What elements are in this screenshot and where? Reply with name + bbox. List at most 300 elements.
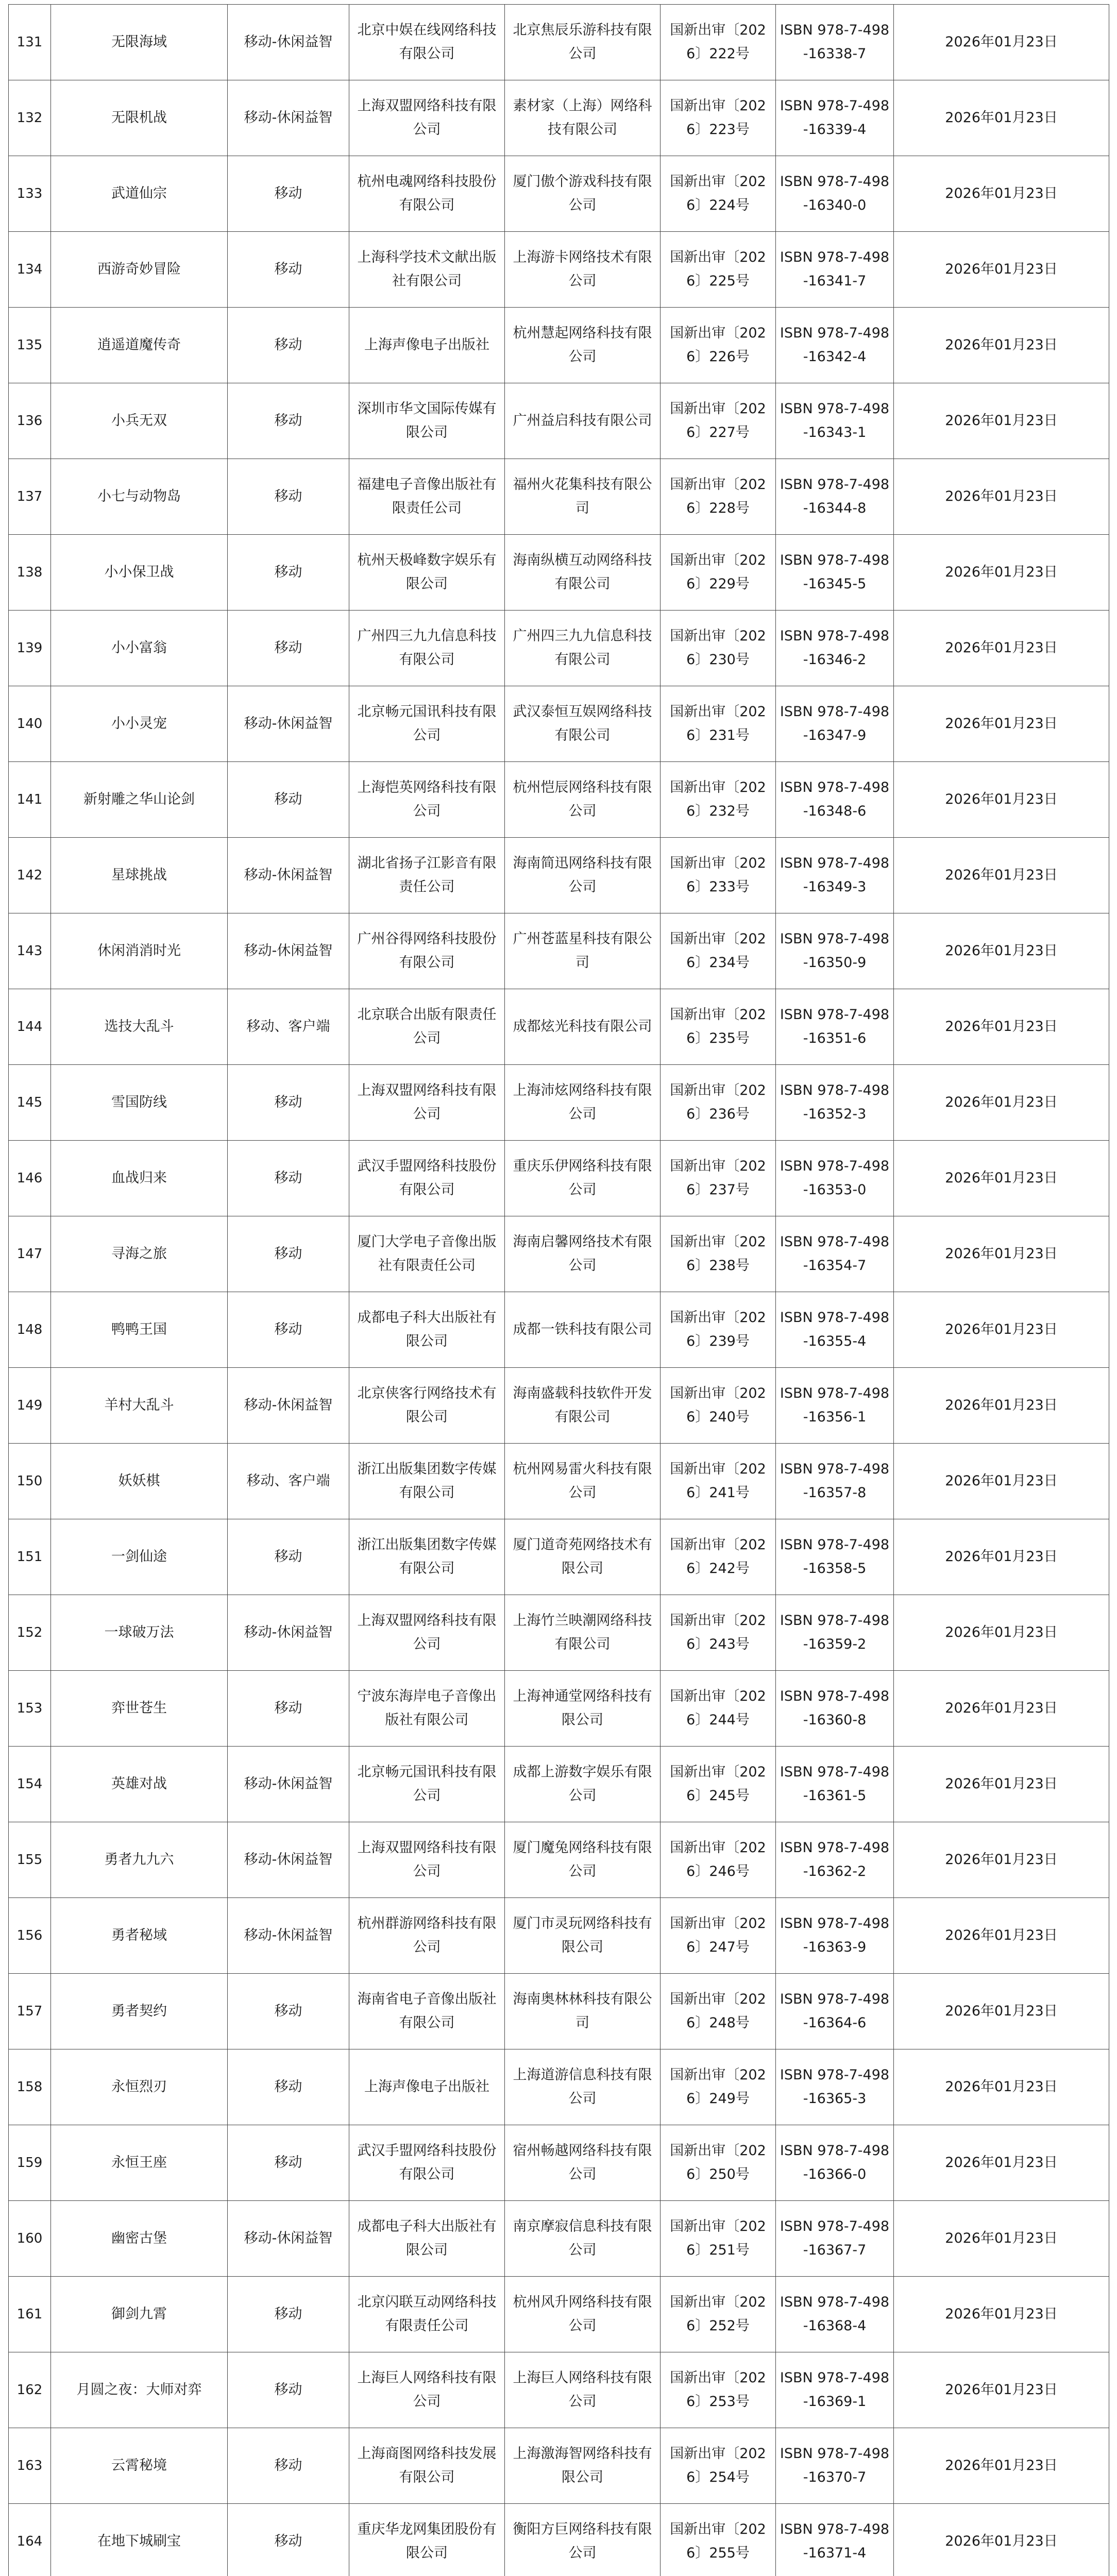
isbn-number: ISBN 978-7-498-16339-4 <box>776 80 894 156</box>
game-category: 移动-休闲益智 <box>228 1898 349 1974</box>
row-number: 147 <box>9 1216 51 1292</box>
game-category: 移动-休闲益智 <box>228 5 349 80</box>
publisher-unit: 深圳市华文国际传媒有限公司 <box>349 383 505 459</box>
game-category: 移动 <box>228 611 349 686</box>
operator-unit: 上海道游信息科技有限公司 <box>505 2049 661 2125</box>
publisher-unit: 杭州天极峰数字娱乐有限公司 <box>349 535 505 611</box>
operator-unit: 杭州恺辰网络科技有限公司 <box>505 762 661 838</box>
isbn-number: ISBN 978-7-498-16344-8 <box>776 459 894 535</box>
isbn-number: ISBN 978-7-498-16357-8 <box>776 1444 894 1519</box>
table-row <box>9 2201 1109 2277</box>
publisher-unit: 北京侠客行网络技术有限公司 <box>349 1368 505 1444</box>
operator-unit: 成都上游数字娱乐有限公司 <box>505 1747 661 1822</box>
row-number: 158 <box>9 2049 51 2125</box>
approval-number: 国新出审〔2026〕232号 <box>661 762 776 838</box>
table-row <box>9 156 1109 232</box>
publisher-unit: 上海恺英网络科技有限公司 <box>349 762 505 838</box>
publisher-unit: 北京闪联互动网络科技有限责任公司 <box>349 2277 505 2352</box>
approval-date: 2026年01月23日 <box>894 2504 1109 2576</box>
table-row <box>9 1747 1109 1822</box>
game-title: 雪国防线 <box>51 1065 228 1141</box>
table-row <box>9 1974 1109 2049</box>
approval-date: 2026年01月23日 <box>894 989 1109 1065</box>
approval-number: 国新出审〔2026〕255号 <box>661 2504 776 2576</box>
row-number: 150 <box>9 1444 51 1519</box>
publisher-unit: 上海双盟网络科技有限公司 <box>349 1822 505 1898</box>
row-number: 151 <box>9 1519 51 1595</box>
approval-number: 国新出审〔2026〕243号 <box>661 1595 776 1671</box>
game-title: 英雄对战 <box>51 1747 228 1822</box>
approval-date: 2026年01月23日 <box>894 1671 1109 1747</box>
publisher-unit: 武汉手盟网络科技股份有限公司 <box>349 2125 505 2201</box>
approval-number: 国新出审〔2026〕244号 <box>661 1671 776 1747</box>
operator-unit: 南京摩寂信息科技有限公司 <box>505 2201 661 2277</box>
approval-date: 2026年01月23日 <box>894 1747 1109 1822</box>
isbn-number: ISBN 978-7-498-16350-9 <box>776 913 894 989</box>
approval-number: 国新出审〔2026〕227号 <box>661 383 776 459</box>
game-category: 移动 <box>228 2352 349 2428</box>
approval-date: 2026年01月23日 <box>894 2125 1109 2201</box>
approval-number: 国新出审〔2026〕229号 <box>661 535 776 611</box>
game-title: 小小富翁 <box>51 611 228 686</box>
approval-date: 2026年01月23日 <box>894 762 1109 838</box>
publisher-unit: 广州谷得网络科技股份有限公司 <box>349 913 505 989</box>
isbn-number: ISBN 978-7-498-16369-1 <box>776 2352 894 2428</box>
game-category: 移动 <box>228 2428 349 2504</box>
row-number: 159 <box>9 2125 51 2201</box>
row-number: 160 <box>9 2201 51 2277</box>
isbn-number: ISBN 978-7-498-16366-0 <box>776 2125 894 2201</box>
operator-unit: 厦门道奇苑网络技术有限公司 <box>505 1519 661 1595</box>
game-category: 移动 <box>228 1519 349 1595</box>
game-category: 移动 <box>228 1141 349 1216</box>
game-approval-table <box>8 4 1109 2576</box>
publisher-unit: 北京联合出版有限责任公司 <box>349 989 505 1065</box>
approval-date: 2026年01月23日 <box>894 2201 1109 2277</box>
isbn-number: ISBN 978-7-498-16338-7 <box>776 5 894 80</box>
table-row <box>9 762 1109 838</box>
isbn-number: ISBN 978-7-498-16353-0 <box>776 1141 894 1216</box>
approval-date: 2026年01月23日 <box>894 1595 1109 1671</box>
game-category: 移动 <box>228 1216 349 1292</box>
game-category: 移动 <box>228 308 349 383</box>
approval-number: 国新出审〔2026〕248号 <box>661 1974 776 2049</box>
isbn-number: ISBN 978-7-498-16342-4 <box>776 308 894 383</box>
operator-unit: 福州火花集科技有限公司 <box>505 459 661 535</box>
row-number: 138 <box>9 535 51 611</box>
row-number: 161 <box>9 2277 51 2352</box>
approval-number: 国新出审〔2026〕246号 <box>661 1822 776 1898</box>
approval-number: 国新出审〔2026〕235号 <box>661 989 776 1065</box>
game-category: 移动-休闲益智 <box>228 1822 349 1898</box>
game-category: 移动 <box>228 459 349 535</box>
table-row <box>9 1368 1109 1444</box>
row-number: 163 <box>9 2428 51 2504</box>
row-number: 135 <box>9 308 51 383</box>
table-row <box>9 913 1109 989</box>
publisher-unit: 上海双盟网络科技有限公司 <box>349 1595 505 1671</box>
operator-unit: 北京焦辰乐游科技有限公司 <box>505 5 661 80</box>
publisher-unit: 北京畅元国讯科技有限公司 <box>349 1747 505 1822</box>
isbn-number: ISBN 978-7-498-16343-1 <box>776 383 894 459</box>
isbn-number: ISBN 978-7-498-16345-5 <box>776 535 894 611</box>
row-number: 137 <box>9 459 51 535</box>
game-category: 移动 <box>228 2125 349 2201</box>
table-row <box>9 308 1109 383</box>
approval-number: 国新出审〔2026〕241号 <box>661 1444 776 1519</box>
row-number: 148 <box>9 1292 51 1368</box>
publisher-unit: 上海声像电子出版社 <box>349 308 505 383</box>
publisher-unit: 浙江出版集团数字传媒有限公司 <box>349 1444 505 1519</box>
isbn-number: ISBN 978-7-498-16346-2 <box>776 611 894 686</box>
row-number: 162 <box>9 2352 51 2428</box>
approval-number: 国新出审〔2026〕242号 <box>661 1519 776 1595</box>
approval-date: 2026年01月23日 <box>894 686 1109 762</box>
approval-date: 2026年01月23日 <box>894 1519 1109 1595</box>
approval-date: 2026年01月23日 <box>894 2352 1109 2428</box>
isbn-number: ISBN 978-7-498-16341-7 <box>776 232 894 308</box>
table-row <box>9 1444 1109 1519</box>
isbn-number: ISBN 978-7-498-16356-1 <box>776 1368 894 1444</box>
row-number: 164 <box>9 2504 51 2576</box>
game-title: 云霄秘境 <box>51 2428 228 2504</box>
approval-date: 2026年01月23日 <box>894 611 1109 686</box>
approval-date: 2026年01月23日 <box>894 5 1109 80</box>
approval-number: 国新出审〔2026〕240号 <box>661 1368 776 1444</box>
table-row <box>9 1898 1109 1974</box>
publisher-unit: 成都电子科大出版社有限公司 <box>349 1292 505 1368</box>
approval-date: 2026年01月23日 <box>894 2277 1109 2352</box>
row-number: 155 <box>9 1822 51 1898</box>
isbn-number: ISBN 978-7-498-16367-7 <box>776 2201 894 2277</box>
operator-unit: 海南纵横互动网络科技有限公司 <box>505 535 661 611</box>
game-category: 移动、客户端 <box>228 1444 349 1519</box>
publisher-unit: 重庆华龙网集团股份有限公司 <box>349 2504 505 2576</box>
table-row <box>9 2428 1109 2504</box>
publisher-unit: 上海声像电子出版社 <box>349 2049 505 2125</box>
row-number: 149 <box>9 1368 51 1444</box>
row-number: 146 <box>9 1141 51 1216</box>
table-row <box>9 2352 1109 2428</box>
game-title: 勇者契约 <box>51 1974 228 2049</box>
game-title: 血战归来 <box>51 1141 228 1216</box>
isbn-number: ISBN 978-7-498-16364-6 <box>776 1974 894 2049</box>
publisher-unit: 北京中娱在线网络科技有限公司 <box>349 5 505 80</box>
isbn-number: ISBN 978-7-498-16361-5 <box>776 1747 894 1822</box>
isbn-number: ISBN 978-7-498-16355-4 <box>776 1292 894 1368</box>
game-category: 移动、客户端 <box>228 989 349 1065</box>
operator-unit: 上海激海智网络科技有限公司 <box>505 2428 661 2504</box>
operator-unit: 杭州网易雷火科技有限公司 <box>505 1444 661 1519</box>
row-number: 153 <box>9 1671 51 1747</box>
table-row <box>9 1519 1109 1595</box>
game-title: 武道仙宗 <box>51 156 228 232</box>
publisher-unit: 广州四三九九信息科技有限公司 <box>349 611 505 686</box>
operator-unit: 衡阳方巨网络科技有限公司 <box>505 2504 661 2576</box>
publisher-unit: 成都电子科大出版社有限公司 <box>349 2201 505 2277</box>
approval-number: 国新出审〔2026〕254号 <box>661 2428 776 2504</box>
game-category: 移动 <box>228 383 349 459</box>
isbn-number: ISBN 978-7-498-16365-3 <box>776 2049 894 2125</box>
row-number: 145 <box>9 1065 51 1141</box>
game-title: 月圆之夜：大师对弈 <box>51 2352 228 2428</box>
isbn-number: ISBN 978-7-498-16340-0 <box>776 156 894 232</box>
game-category: 移动 <box>228 1974 349 2049</box>
game-category: 移动 <box>228 535 349 611</box>
approval-number: 国新出审〔2026〕225号 <box>661 232 776 308</box>
approval-date: 2026年01月23日 <box>894 913 1109 989</box>
game-title: 永恒烈刃 <box>51 2049 228 2125</box>
isbn-number: ISBN 978-7-498-16370-7 <box>776 2428 894 2504</box>
table-row <box>9 459 1109 535</box>
table-row <box>9 232 1109 308</box>
row-number: 136 <box>9 383 51 459</box>
table-row <box>9 686 1109 762</box>
publisher-unit: 上海商图网络科技发展有限公司 <box>349 2428 505 2504</box>
approval-date: 2026年01月23日 <box>894 1974 1109 2049</box>
approval-number: 国新出审〔2026〕233号 <box>661 838 776 913</box>
table-body <box>9 5 1109 2576</box>
game-title: 在地下城刷宝 <box>51 2504 228 2576</box>
approval-date: 2026年01月23日 <box>894 1065 1109 1141</box>
game-category: 移动-休闲益智 <box>228 80 349 156</box>
game-title: 一剑仙途 <box>51 1519 228 1595</box>
row-number: 152 <box>9 1595 51 1671</box>
operator-unit: 海南启馨网络技术有限公司 <box>505 1216 661 1292</box>
approval-date: 2026年01月23日 <box>894 80 1109 156</box>
row-number: 133 <box>9 156 51 232</box>
operator-unit: 杭州风升网络科技有限公司 <box>505 2277 661 2352</box>
game-title: 逍遥道魔传奇 <box>51 308 228 383</box>
game-title: 羊村大乱斗 <box>51 1368 228 1444</box>
table-row <box>9 383 1109 459</box>
isbn-number: ISBN 978-7-498-16348-6 <box>776 762 894 838</box>
table-row <box>9 1065 1109 1141</box>
operator-unit: 上海竹兰映潮网络科技有限公司 <box>505 1595 661 1671</box>
table-row <box>9 5 1109 80</box>
publisher-unit: 北京畅元国讯科技有限公司 <box>349 686 505 762</box>
publisher-unit: 上海科学技术文献出版社有限公司 <box>349 232 505 308</box>
game-title: 小七与动物岛 <box>51 459 228 535</box>
approval-date: 2026年01月23日 <box>894 308 1109 383</box>
row-number: 141 <box>9 762 51 838</box>
isbn-number: ISBN 978-7-498-16371-4 <box>776 2504 894 2576</box>
game-title: 勇者九九六 <box>51 1822 228 1898</box>
row-number: 139 <box>9 611 51 686</box>
approval-date: 2026年01月23日 <box>894 383 1109 459</box>
table-row <box>9 1595 1109 1671</box>
row-number: 134 <box>9 232 51 308</box>
game-title: 无限海域 <box>51 5 228 80</box>
game-category: 移动 <box>228 2049 349 2125</box>
approval-date: 2026年01月23日 <box>894 1898 1109 1974</box>
table-row <box>9 2049 1109 2125</box>
game-title: 永恒王座 <box>51 2125 228 2201</box>
game-title: 休闲消消时光 <box>51 913 228 989</box>
row-number: 142 <box>9 838 51 913</box>
isbn-number: ISBN 978-7-498-16362-2 <box>776 1822 894 1898</box>
approval-number: 国新出审〔2026〕239号 <box>661 1292 776 1368</box>
table-row <box>9 80 1109 156</box>
operator-unit: 宿州畅越网络科技有限公司 <box>505 2125 661 2201</box>
game-category: 移动 <box>228 232 349 308</box>
publisher-unit: 宁波东海岸电子音像出版社有限公司 <box>349 1671 505 1747</box>
isbn-number: ISBN 978-7-498-16360-8 <box>776 1671 894 1747</box>
game-title: 星球挑战 <box>51 838 228 913</box>
game-title: 一球破万法 <box>51 1595 228 1671</box>
approval-number: 国新出审〔2026〕231号 <box>661 686 776 762</box>
approval-number: 国新出审〔2026〕228号 <box>661 459 776 535</box>
game-title: 小小保卫战 <box>51 535 228 611</box>
operator-unit: 上海沛炫网络科技有限公司 <box>505 1065 661 1141</box>
publisher-unit: 上海双盟网络科技有限公司 <box>349 1065 505 1141</box>
table-row <box>9 1671 1109 1747</box>
approval-list-sheet <box>8 4 1109 2576</box>
game-category: 移动-休闲益智 <box>228 2201 349 2277</box>
game-category: 移动 <box>228 1292 349 1368</box>
row-number: 140 <box>9 686 51 762</box>
row-number: 144 <box>9 989 51 1065</box>
approval-number: 国新出审〔2026〕226号 <box>661 308 776 383</box>
game-category: 移动 <box>228 2277 349 2352</box>
game-category: 移动-休闲益智 <box>228 1747 349 1822</box>
publisher-unit: 海南省电子音像出版社有限公司 <box>349 1974 505 2049</box>
publisher-unit: 厦门大学电子音像出版社有限责任公司 <box>349 1216 505 1292</box>
publisher-unit: 上海双盟网络科技有限公司 <box>349 80 505 156</box>
operator-unit: 上海巨人网络科技有限公司 <box>505 2352 661 2428</box>
approval-number: 国新出审〔2026〕222号 <box>661 5 776 80</box>
publisher-unit: 武汉手盟网络科技股份有限公司 <box>349 1141 505 1216</box>
table-row <box>9 1216 1109 1292</box>
row-number: 154 <box>9 1747 51 1822</box>
table-row <box>9 1822 1109 1898</box>
operator-unit: 杭州慧起网络科技有限公司 <box>505 308 661 383</box>
game-category: 移动-休闲益智 <box>228 686 349 762</box>
isbn-number: ISBN 978-7-498-16352-3 <box>776 1065 894 1141</box>
publisher-unit: 浙江出版集团数字传媒有限公司 <box>349 1519 505 1595</box>
game-title: 无限机战 <box>51 80 228 156</box>
operator-unit: 厦门市灵玩网络科技有限公司 <box>505 1898 661 1974</box>
approval-number: 国新出审〔2026〕249号 <box>661 2049 776 2125</box>
approval-number: 国新出审〔2026〕253号 <box>661 2352 776 2428</box>
approval-date: 2026年01月23日 <box>894 1141 1109 1216</box>
isbn-number: ISBN 978-7-498-16354-7 <box>776 1216 894 1292</box>
game-category: 移动 <box>228 1065 349 1141</box>
approval-date: 2026年01月23日 <box>894 156 1109 232</box>
approval-number: 国新出审〔2026〕224号 <box>661 156 776 232</box>
approval-number: 国新出审〔2026〕250号 <box>661 2125 776 2201</box>
operator-unit: 海南奥林林科技有限公司 <box>505 1974 661 2049</box>
row-number: 131 <box>9 5 51 80</box>
operator-unit: 广州苍蓝星科技有限公司 <box>505 913 661 989</box>
operator-unit: 重庆乐伊网络科技有限公司 <box>505 1141 661 1216</box>
game-title: 妖妖棋 <box>51 1444 228 1519</box>
row-number: 143 <box>9 913 51 989</box>
game-title: 西游奇妙冒险 <box>51 232 228 308</box>
publisher-unit: 上海巨人网络科技有限公司 <box>349 2352 505 2428</box>
game-category: 移动-休闲益智 <box>228 1595 349 1671</box>
table-row <box>9 611 1109 686</box>
approval-date: 2026年01月23日 <box>894 2428 1109 2504</box>
approval-date: 2026年01月23日 <box>894 1292 1109 1368</box>
game-title: 勇者秘域 <box>51 1898 228 1974</box>
isbn-number: ISBN 978-7-498-16351-6 <box>776 989 894 1065</box>
approval-date: 2026年01月23日 <box>894 1216 1109 1292</box>
row-number: 156 <box>9 1898 51 1974</box>
approval-number: 国新出审〔2026〕247号 <box>661 1898 776 1974</box>
game-category: 移动 <box>228 2504 349 2576</box>
row-number: 157 <box>9 1974 51 2049</box>
approval-number: 国新出审〔2026〕251号 <box>661 2201 776 2277</box>
approval-number: 国新出审〔2026〕230号 <box>661 611 776 686</box>
approval-number: 国新出审〔2026〕236号 <box>661 1065 776 1141</box>
approval-date: 2026年01月23日 <box>894 459 1109 535</box>
table-row <box>9 1292 1109 1368</box>
operator-unit: 厦门魔兔网络科技有限公司 <box>505 1822 661 1898</box>
table-row <box>9 838 1109 913</box>
isbn-number: ISBN 978-7-498-16363-9 <box>776 1898 894 1974</box>
game-title: 选技大乱斗 <box>51 989 228 1065</box>
game-title: 幽密古堡 <box>51 2201 228 2277</box>
operator-unit: 上海游卡网络技术有限公司 <box>505 232 661 308</box>
table-row <box>9 2125 1109 2201</box>
row-number: 132 <box>9 80 51 156</box>
operator-unit: 广州益启科技有限公司 <box>505 383 661 459</box>
game-category: 移动-休闲益智 <box>228 913 349 989</box>
game-category: 移动-休闲益智 <box>228 1368 349 1444</box>
approval-date: 2026年01月23日 <box>894 1822 1109 1898</box>
approval-number: 国新出审〔2026〕223号 <box>661 80 776 156</box>
approval-number: 国新出审〔2026〕252号 <box>661 2277 776 2352</box>
operator-unit: 海南简迅网络科技有限公司 <box>505 838 661 913</box>
isbn-number: ISBN 978-7-498-16349-3 <box>776 838 894 913</box>
approval-number: 国新出审〔2026〕245号 <box>661 1747 776 1822</box>
publisher-unit: 湖北省扬子江影音有限责任公司 <box>349 838 505 913</box>
approval-number: 国新出审〔2026〕238号 <box>661 1216 776 1292</box>
operator-unit: 广州四三九九信息科技有限公司 <box>505 611 661 686</box>
approval-date: 2026年01月23日 <box>894 535 1109 611</box>
operator-unit: 成都炫光科技有限公司 <box>505 989 661 1065</box>
game-title: 弈世苍生 <box>51 1671 228 1747</box>
operator-unit: 成都一铁科技有限公司 <box>505 1292 661 1368</box>
table-row <box>9 1141 1109 1216</box>
operator-unit: 上海神通堂网络科技有限公司 <box>505 1671 661 1747</box>
isbn-number: ISBN 978-7-498-16358-5 <box>776 1519 894 1595</box>
approval-date: 2026年01月23日 <box>894 2049 1109 2125</box>
game-title: 新射雕之华山论剑 <box>51 762 228 838</box>
game-title: 鸭鸭王国 <box>51 1292 228 1368</box>
game-title: 御剑九霄 <box>51 2277 228 2352</box>
operator-unit: 武汉泰恒互娱网络科技有限公司 <box>505 686 661 762</box>
approval-date: 2026年01月23日 <box>894 838 1109 913</box>
isbn-number: ISBN 978-7-498-16368-4 <box>776 2277 894 2352</box>
game-category: 移动 <box>228 156 349 232</box>
isbn-number: ISBN 978-7-498-16347-9 <box>776 686 894 762</box>
table-row <box>9 535 1109 611</box>
game-category: 移动-休闲益智 <box>228 838 349 913</box>
approval-number: 国新出审〔2026〕234号 <box>661 913 776 989</box>
game-title: 寻海之旅 <box>51 1216 228 1292</box>
game-title: 小小灵宠 <box>51 686 228 762</box>
table-row <box>9 2504 1109 2576</box>
game-category: 移动 <box>228 762 349 838</box>
operator-unit: 素材家（上海）网络科技有限公司 <box>505 80 661 156</box>
approval-number: 国新出审〔2026〕237号 <box>661 1141 776 1216</box>
approval-date: 2026年01月23日 <box>894 1444 1109 1519</box>
game-title: 小兵无双 <box>51 383 228 459</box>
table-row <box>9 989 1109 1065</box>
publisher-unit: 杭州群游网络科技有限公司 <box>349 1898 505 1974</box>
